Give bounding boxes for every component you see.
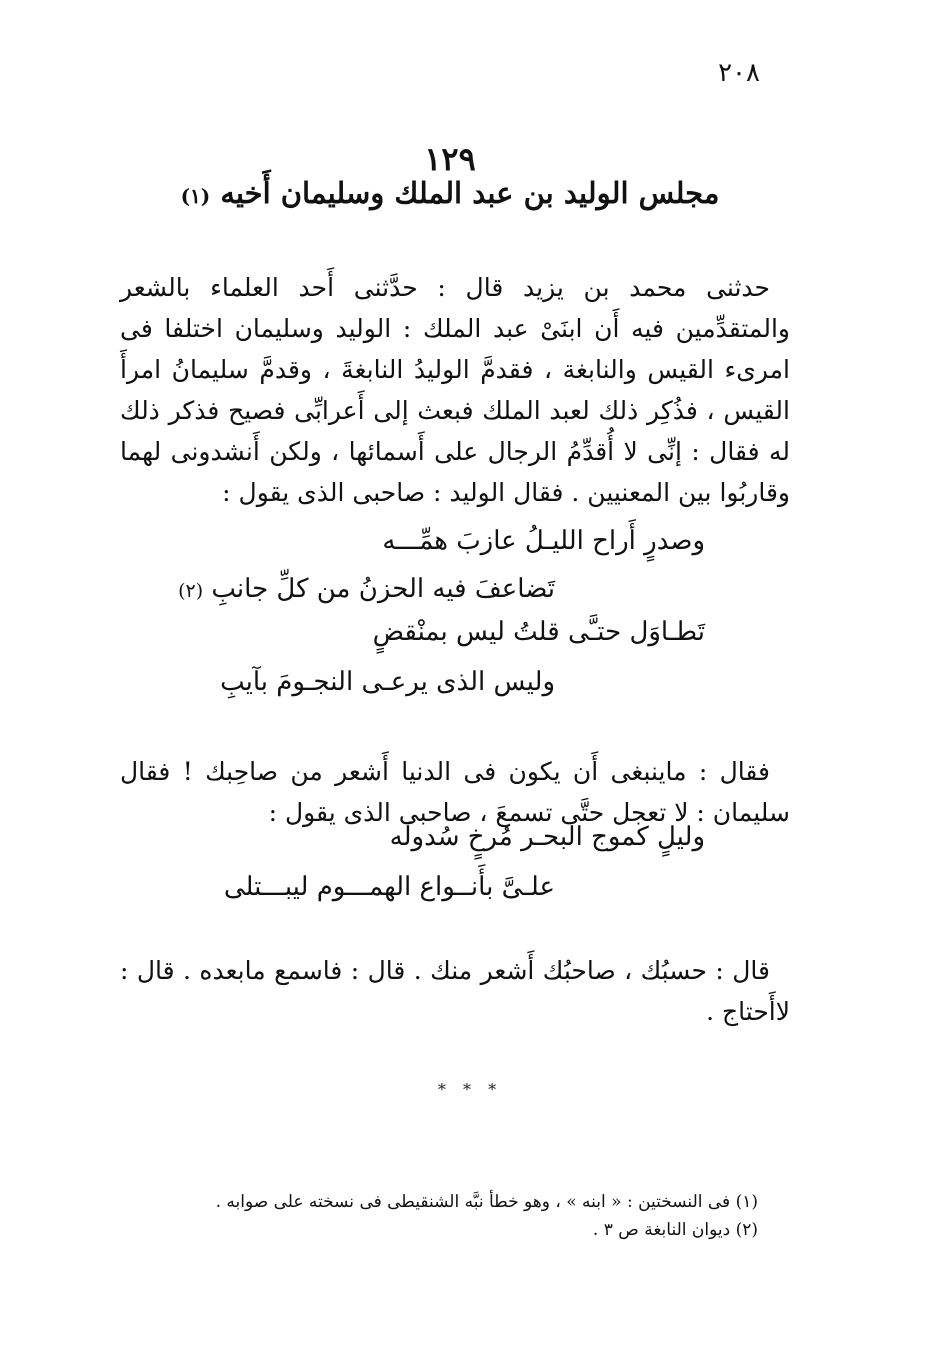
verse-line: تَطـاوَل حتـَّى قلتُ ليس بمنْقضٍ xyxy=(372,617,705,647)
heading-title: مجلس الوليد بن عبد الملك وسليمان أَخيه xyxy=(220,176,720,210)
paragraph-2: فقال : ماينبغى أَن يكون فى الدنيا أَشعر من صاحِبك ! فقال سليمان : لا تعجل حتَّى تسمعَ ، صاحبى الذى يقول : xyxy=(120,757,790,827)
footnote-2: (٢) ديوان النابغة ص ٣ . xyxy=(592,1220,758,1240)
paragraph-1: حدثنى محمد بن يزيد قال : حدَّثنى أَحد العلماء بالشعر والمتقدِّمين فيه أَن ابنَىْ عبد الملك : الوليد وسليمان اختلفا فى امرىء القيس والنابغة ، فقدمَّ الوليدُ النابغةَ ، وقدمَّ سليمانُ امرأَ القيس ، فذُكِر ذلك لعبد الملك فبعث إلى أَعرابِّى فصيح فذكر ذلك له فقال : إنِّى لا أُقدِّمُ الرجال على أَسمائها ، ولكن أَنشدونى لهما وقاربُوا بين المعنيين . فقال الوليد : صاحبى الذى يقول : xyxy=(120,273,790,507)
section-heading xyxy=(0,176,900,210)
verse-text: تَضاعفَ فيه الحزنُ من كلِّ جانبِ xyxy=(211,574,555,604)
footnote-1: (١) فى النسختين : « ابنه » ، وهو خطأ نبَّه الشنقيطى فى نسخته على صوابه . xyxy=(215,1192,758,1212)
verse-line xyxy=(178,574,555,604)
page-number: ٢٠٨ xyxy=(718,58,760,88)
heading-footnote-ref: (١) xyxy=(180,184,211,208)
verse-line: وصدرٍ أَراح الليـلُ عازبَ همِّـــه xyxy=(382,526,705,556)
verse-line: علـىَّ بأَنــواع الهمـــوم ليبـــتلى xyxy=(223,872,555,902)
section-number: ١٢٩ xyxy=(424,140,476,178)
paragraph-3: قال : حسبُك ، صاحبُك أَشعر منك . قال : فاسمع مابعده . قال : لاأَحتاج . xyxy=(120,956,790,1026)
section-separator: * * * xyxy=(437,1080,503,1099)
verse-footnote-ref: (٢) xyxy=(178,580,204,602)
footnotes xyxy=(118,1188,758,1244)
verse-line: وليلٍ كموج البحـر مُرخٍ سُدولَه xyxy=(389,822,705,852)
verse-line: وليس الذى يرعـى النجـومَ بآيبِ xyxy=(220,667,555,697)
